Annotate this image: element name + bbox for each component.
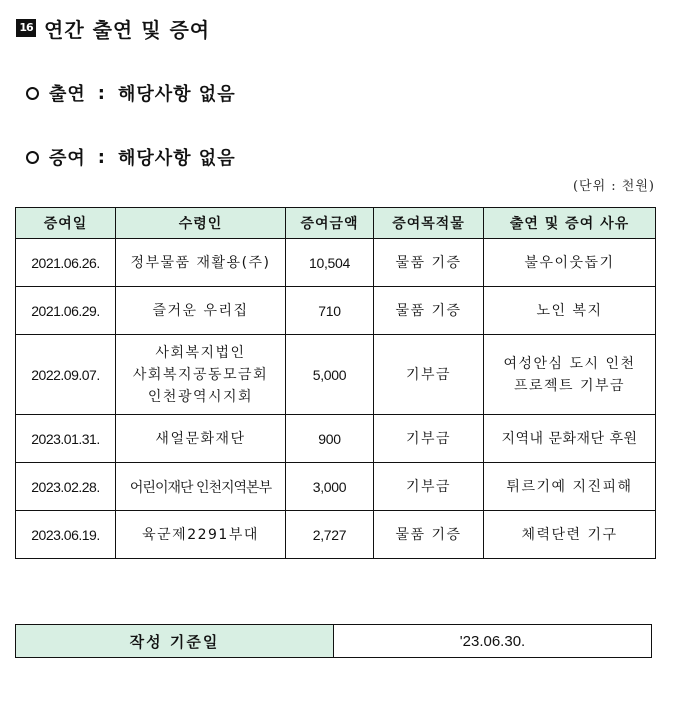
table-row: [16, 335, 656, 415]
cell-recipient: [116, 335, 286, 415]
item-label: 증여: [49, 148, 86, 169]
basis-date-table: [15, 624, 652, 658]
basis-date-value: '23.06.30.: [334, 625, 652, 658]
basis-row: [16, 625, 652, 658]
item-label: 출연: [49, 84, 86, 105]
cell-reason: 노인 복지: [484, 287, 656, 335]
table-row: [16, 287, 656, 335]
table-row: [16, 511, 656, 559]
contribution-item: [26, 80, 236, 106]
item-text: 해당사항 없음: [117, 84, 236, 105]
cell-object: 기부금: [374, 335, 484, 415]
header-amount: 증여금액: [286, 208, 374, 239]
cell-date: 2023.02.28.: [16, 463, 116, 511]
cell-recipient: 어린이재단 인천지역본부: [116, 463, 286, 511]
cell-object: 기부금: [374, 463, 484, 511]
cell-date: 2023.01.31.: [16, 415, 116, 463]
header-reason: 출연 및 증여 사유: [484, 208, 656, 239]
cell-recipient: 즐거운 우리집: [116, 287, 286, 335]
table-row: [16, 239, 656, 287]
basis-date-label: 작성 기준일: [16, 625, 334, 658]
item-separator: :: [97, 146, 106, 168]
cell-amount: 710: [286, 287, 374, 335]
cell-reason: 불우이웃돕기: [484, 239, 656, 287]
table-row: [16, 463, 656, 511]
recipient-line: 인천광역시지회: [147, 388, 254, 405]
cell-amount: 5,000: [286, 335, 374, 415]
cell-object: 물품 기증: [374, 287, 484, 335]
donation-item: [26, 144, 236, 170]
cell-object: 기부금: [374, 415, 484, 463]
cell-recipient: 새얼문화재단: [116, 415, 286, 463]
header-date: 증여일: [16, 208, 116, 239]
cell-reason: 지역내 문화재단 후원: [484, 415, 656, 463]
cell-reason: 체력단련 기구: [484, 511, 656, 559]
cell-amount: 10,504: [286, 239, 374, 287]
reason-line: 여성안심 도시 인천: [503, 355, 636, 372]
cell-object: 물품 기증: [374, 511, 484, 559]
item-text: 해당사항 없음: [117, 148, 236, 169]
circle-bullet-icon: [26, 87, 39, 100]
cell-date: 2022.09.07.: [16, 335, 116, 415]
section-number-badge: 16: [16, 19, 36, 37]
unit-note: (단위 : 천원): [572, 179, 655, 194]
header-recipient: 수령인: [116, 208, 286, 239]
recipient-line: 사회복지법인: [155, 344, 246, 361]
cell-reason: 튀르기예 지진피해: [484, 463, 656, 511]
header-object: 증여목적물: [374, 208, 484, 239]
cell-date: 2021.06.26.: [16, 239, 116, 287]
cell-date: 2023.06.19.: [16, 511, 116, 559]
cell-recipient: 정부물품 재활용(주): [116, 239, 286, 287]
circle-bullet-icon: [26, 151, 39, 164]
recipient-line: 사회복지공동모금회: [132, 366, 269, 383]
table-row: [16, 415, 656, 463]
cell-recipient: 육군제2291부대: [116, 511, 286, 559]
reason-line: 프로젝트 기부금: [513, 377, 626, 394]
cell-date: 2021.06.29.: [16, 287, 116, 335]
table-header-row: [16, 208, 656, 239]
cell-object: 물품 기증: [374, 239, 484, 287]
cell-amount: 900: [286, 415, 374, 463]
section-heading: [16, 14, 210, 42]
item-separator: :: [97, 82, 106, 104]
cell-reason: [484, 335, 656, 415]
donation-table: [15, 207, 656, 559]
section-title: 연간 출연 및 증여: [44, 17, 211, 42]
cell-amount: 2,727: [286, 511, 374, 559]
cell-amount: 3,000: [286, 463, 374, 511]
